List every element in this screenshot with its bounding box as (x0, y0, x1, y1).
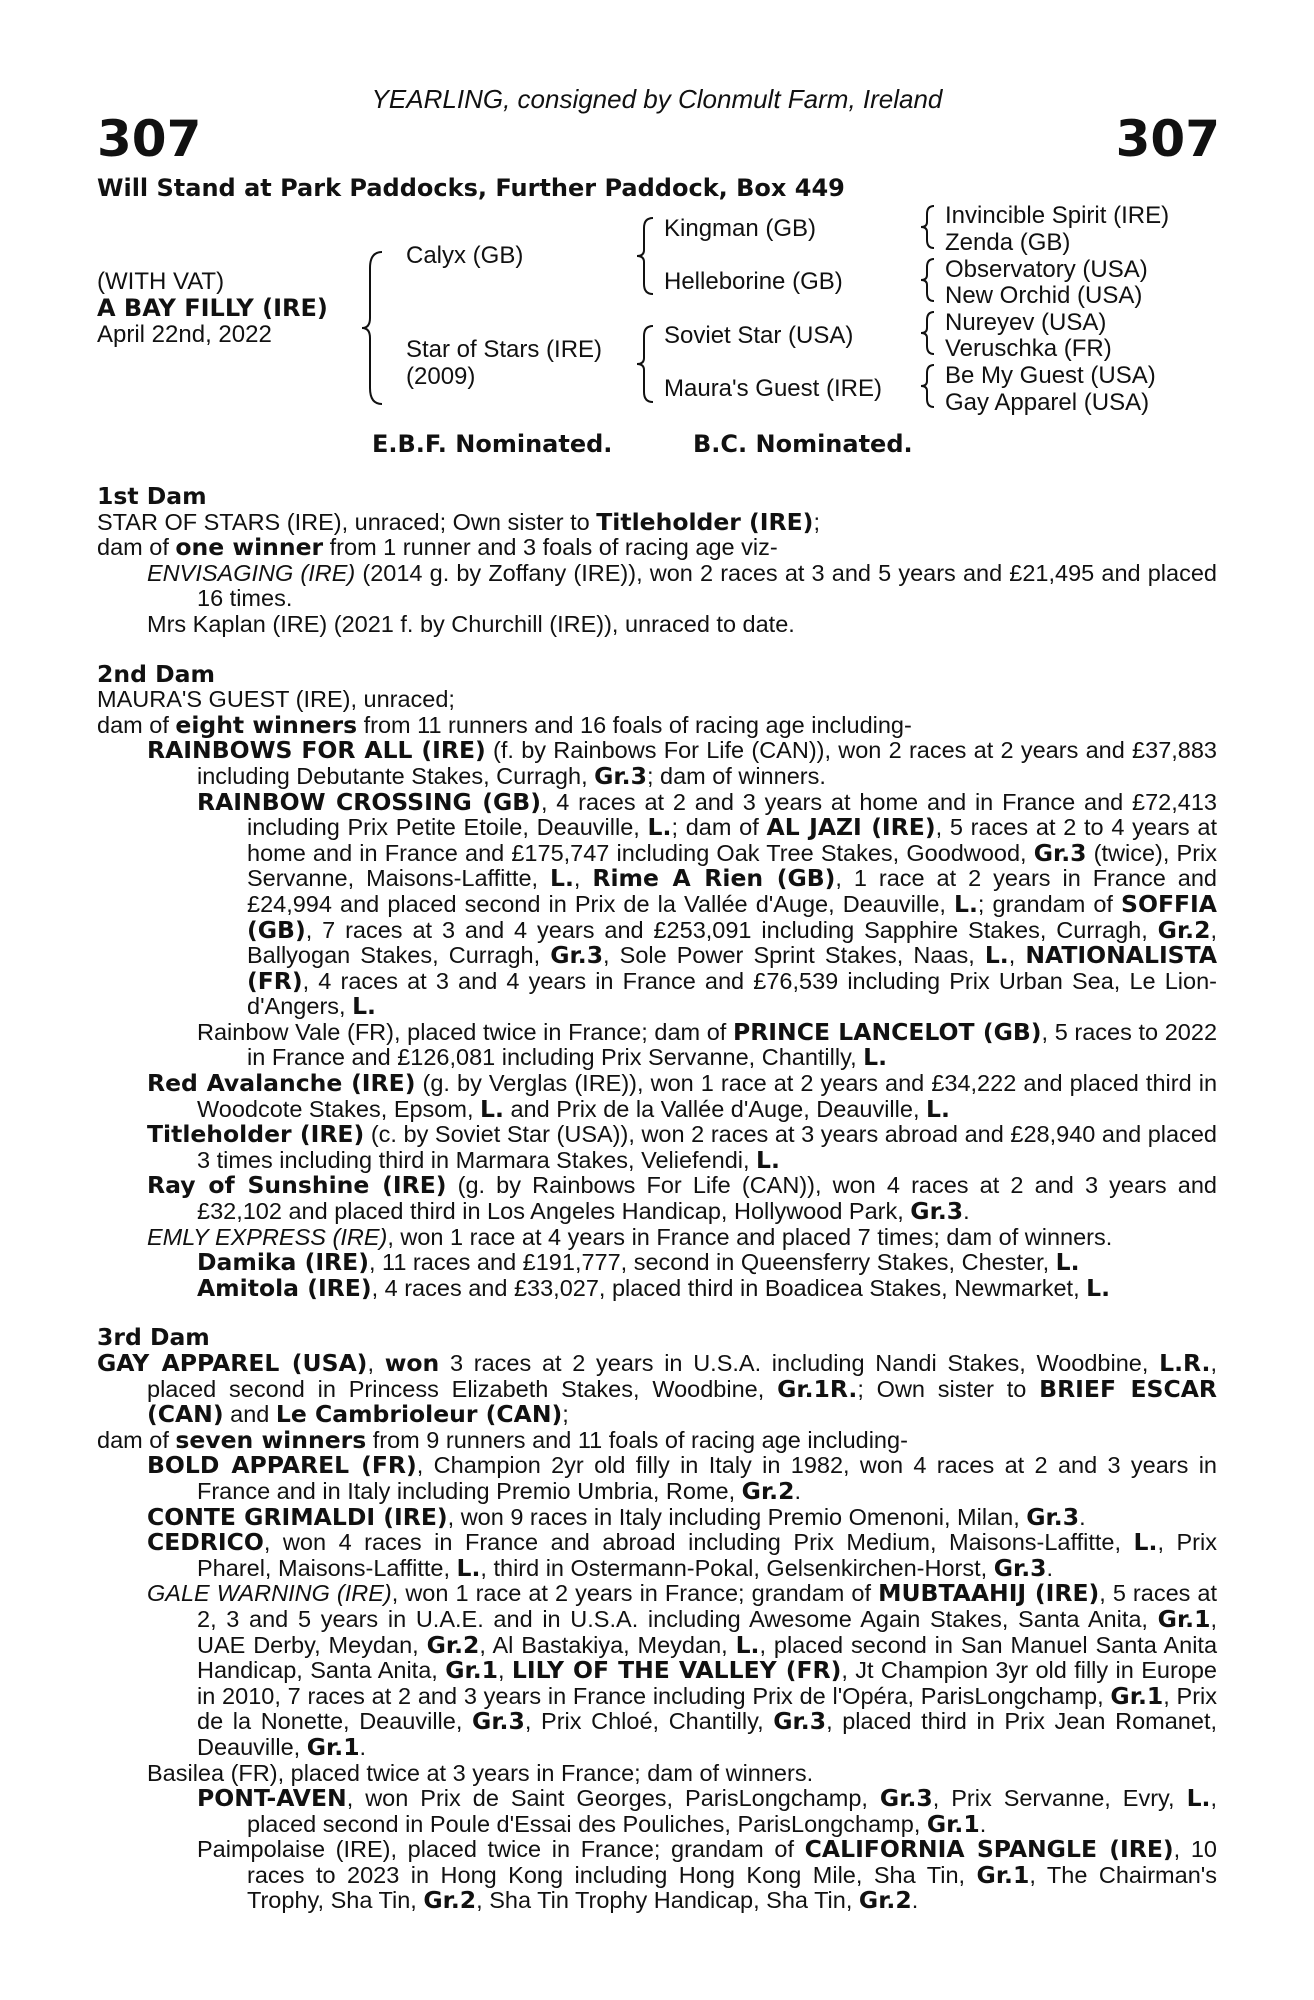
gg-3: Observatory (USA) (945, 256, 1148, 283)
pedigree-entry: BOLD APPAREL (FR), Champion 2yr old filly in Italy in 1982, won 4 races at 2 and 3 years in France and in Italy including Premio Umbria, Rome, Gr.2. (147, 1451, 1217, 1505)
dam: Star of Stars (IRE) (406, 336, 603, 363)
pedigree-entry: Damika (IRE), 11 races and £191,777, second in Queensferry Stakes, Chester, L. (197, 1248, 1080, 1277)
pedigree-entry: GALE WARNING (IRE), won 1 race at 2 years in France; grandam of MUBTAAHIJ (IRE), 5 races at 2, 3 and 5 years in U.A.E. and in U.S.A. including Awesome Again Stakes, Santa Anita, Gr.1, UAE Derby, Meydan, Gr.2, Al Bastakiya, Meydan, L., placed second in San Manuel Santa Anita Handicap, Santa Anita, Gr.1, LILY OF THE VALLEY (FR), Jt Champion 3yr old filly in Europe in 2010, 7 races at 2 and 3 years in France including Prix de l'Opéra, ParisLongchamp, Gr.1, Prix de la Nonette, Deauville, Gr.3, Prix Chloé, Chantilly, Gr.3, placed third in Prix Jean Romanet, Deauville, Gr.1. (147, 1579, 1218, 1761)
pedigree-entry: Ray of Sunshine (IRE) (g. by Rainbows For Life (CAN)), won 4 races at 2 and 3 years and £32,102 and placed third in Los Angeles Handicap, Hollywood Park, Gr.3. (147, 1171, 1217, 1226)
dam-year: (2009) (406, 363, 476, 390)
horse-name: A BAY FILLY (IRE) (97, 294, 328, 322)
pedigree-braces-third (918, 202, 940, 414)
gg-8: Gay Apparel (USA) (945, 389, 1150, 416)
pedigree-entry: Mrs Kaplan (IRE) (2021 f. by Churchill (IRE)), unraced to date. (147, 610, 795, 637)
gg-6: Veruschka (FR) (945, 335, 1112, 362)
pedigree-entry: EMLY EXPRESS (IRE), won 1 race at 4 years in France and placed 7 times; dam of winners. (147, 1223, 1113, 1250)
pedigree-entry: CONTE GRIMALDI (IRE), won 9 races in Italy including Premio Omenoni, Milan, Gr.3. (147, 1502, 1086, 1531)
pedigree-entry: Basilea (FR), placed twice at 3 years in France; dam of winners. (147, 1759, 814, 1786)
pedigree-entry: ENVISAGING (IRE) (2014 g. by Zoffany (IRE)), won 2 races at 3 and 5 years and £21,495 and placed 16 times. (147, 559, 1217, 612)
pedigree-entry: dam of seven winners from 9 runners and 11 foals of racing age including- (97, 1425, 908, 1454)
pedigree-brace-main (360, 248, 390, 408)
pedigree-entry: dam of one winner from 1 runner and 3 foals of racing age viz- (97, 533, 778, 562)
pedigree-entry: Amitola (IRE), 4 races and £33,027, placed third in Boadicea Stakes, Newmarket, L. (197, 1273, 1111, 1302)
section-heading: 1st Dam (97, 482, 207, 510)
pedigree-entry: Rainbow Vale (FR), placed twice in France; dam of PRINCE LANCELOT (GB), 5 races to 2022 in France and £126,081 including Prix Servanne, Chantilly, L. (197, 1017, 1218, 1072)
pedigree-entry: Paimpolaise (IRE), placed twice in France; grandam of CALIFORNIA SPANGLE (IRE), 10 races to 2023 in Hong Kong including Hong Kong Mile, Sha Tin, Gr.1, The Chairman's Trophy, Sha Tin, Gr.2, Sha Tin Trophy Handicap, Sha Tin, Gr.2. (197, 1835, 1217, 1915)
pedigree-entry: PONT-AVEN, won Prix de Saint Georges, ParisLongchamp, Gr.3, Prix Servanne, Evry, L., placed second in Poule d'Essai des Pouliches, ParisLongchamp, Gr.1. (197, 1784, 1218, 1838)
pedigree-entry: dam of eight winners from 11 runners and 16 foals of racing age including- (97, 710, 912, 739)
gg-4: New Orchid (USA) (945, 282, 1143, 309)
dam-sire: Soviet Star (USA) (664, 322, 854, 349)
bc-nominated: B.C. Nominated. (693, 430, 913, 458)
pedigree-brace-dam (635, 322, 659, 406)
section-heading: 2nd Dam (97, 659, 215, 688)
stand-location: Will Stand at Park Paddocks, Further Paddock, Box 449 (97, 174, 845, 202)
pedigree-entry: GAY APPAREL (USA), won 3 races at 2 years in U.S.A. including Nandi Stakes, Woodbine, L.R., placed second in Princess Elizabeth Stakes, Woodbine, Gr.1R.; Own sister to BRIEF ESCAR (CAN) and Le Cambrioleur (CAN); (97, 1349, 1218, 1429)
pedigree-entry: RAINBOW CROSSING (GB), 4 races at 2 and 3 years at home and in France and £72,413 including Prix Petite Etoile, Deauville, L.; dam of AL JAZI (IRE), 5 races at 2 to 4 years at home and in France and £175,747 including Oak Tree Stakes, Goodwood, Gr.3 (twice), Prix Servanne, Maisons-Laffitte, L., Rime A Rien (GB), 1 race at 2 years in France and £24,994 and placed second in Prix de la Vallée d'Auge, Deauville, L.; grandam of SOFFIA (GB), 7 races at 3 and 4 years and £253,091 including Sapphire Stakes, Curragh, Gr.2, Ballyogan Stakes, Curragh, Gr.3, Sole Power Sprint Stakes, Naas, L., NATIONALISTA (FR), 4 races at 3 and 4 years in France and £76,539 including Prix Urban Sea, Le Lion-d'Angers, L. (197, 787, 1217, 1021)
pedigree-entry: CEDRICO, won 4 races in France and abroad including Prix Medium, Maisons-Laffitte, L., Prix Pharel, Maisons-Laffitte, L., third in Ostermann-Pokal, Gelsenkirchen-Horst, Gr.3. (147, 1528, 1217, 1582)
gg-7: Be My Guest (USA) (945, 362, 1156, 389)
sire: Calyx (GB) (406, 242, 524, 269)
pedigree-entry: MAURA'S GUEST (IRE), unraced; (97, 686, 455, 713)
pedigree-entry: RAINBOWS FOR ALL (IRE) (f. by Rainbows For Life (CAN)), won 2 races at 2 years and £37,883 including Debutante Stakes, Curragh, Gr.3; dam of winners. (147, 736, 1217, 790)
sire-dam: Helleborine (GB) (664, 268, 843, 295)
pedigree-notes (97, 484, 1217, 1914)
dam-dam: Maura's Guest (IRE) (664, 375, 882, 402)
sire-sire: Kingman (GB) (664, 215, 817, 242)
pedigree-brace-sire (635, 214, 659, 298)
gg-2: Zenda (GB) (945, 229, 1071, 256)
vat-label: (WITH VAT) (97, 268, 225, 295)
gg-1: Invincible Spirit (IRE) (945, 202, 1170, 229)
gg-5: Nureyev (USA) (945, 309, 1107, 336)
section-heading: 3rd Dam (97, 1323, 210, 1352)
lot-number-right: 307 (1115, 110, 1220, 168)
consignor-line: YEARLING, consigned by Clonmult Farm, Ireland (371, 84, 943, 114)
lot-number-left: 307 (97, 110, 202, 168)
foaling-date: April 22nd, 2022 (97, 321, 272, 348)
pedigree-entry: Titleholder (IRE) (c. by Soviet Star (USA)), won 2 races at 3 years abroad and £28,940 and placed 3 times including third in Marmara Stakes, Veliefendi, L. (147, 1120, 1217, 1174)
pedigree-entry: STAR OF STARS (IRE), unraced; Own sister to Titleholder (IRE); (97, 507, 820, 536)
pedigree-entry: Red Avalanche (IRE) (g. by Verglas (IRE)), won 1 race at 2 years and £34,222 and placed third in Woodcote Stakes, Epsom, L. and Prix de la Vallée d'Auge, Deauville, L. (147, 1069, 1218, 1123)
ebf-nominated: E.B.F. Nominated. (372, 430, 613, 458)
